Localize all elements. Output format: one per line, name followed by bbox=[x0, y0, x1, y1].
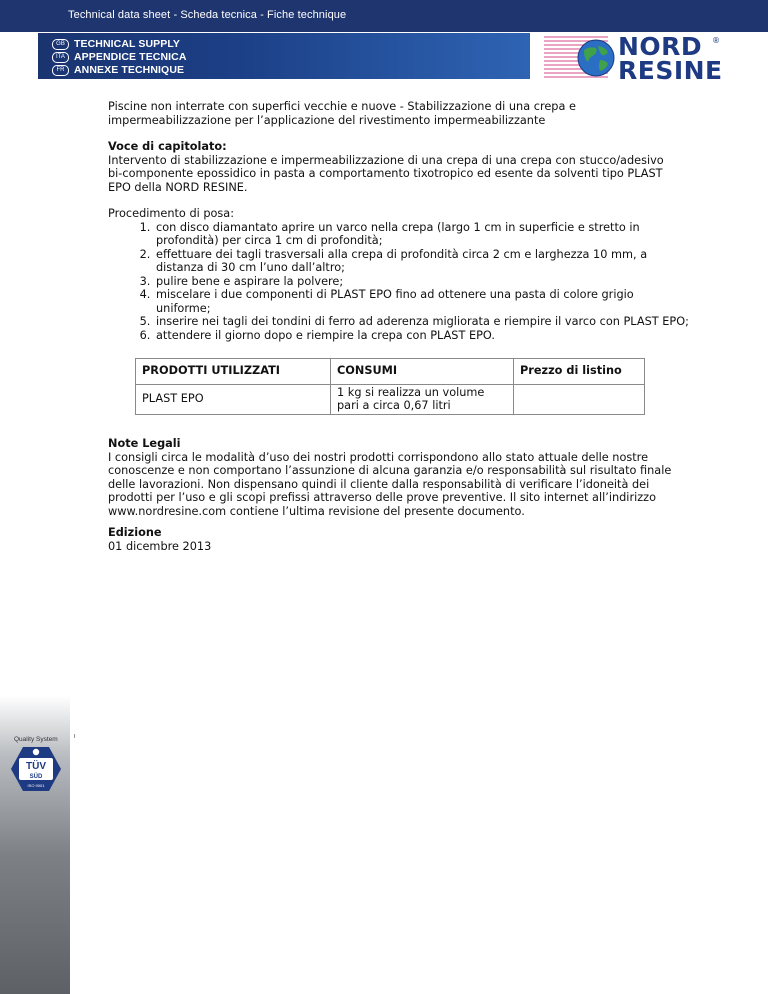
globe-icon bbox=[576, 38, 616, 78]
banner-label: APPENDICE TECNICA bbox=[74, 51, 187, 63]
banner-line-gb bbox=[52, 38, 180, 50]
consumption-line: pari a circa 0,67 litri bbox=[337, 398, 451, 412]
legal-notes bbox=[108, 437, 703, 518]
top-header-bar bbox=[0, 0, 768, 32]
voce-line: bi-componente epossidico in pasta a comportamento tixotropico ed esente da solventi tipo PLAST bbox=[108, 167, 663, 180]
voce-line: Intervento di stabilizzazione e impermeabilizzazione di una crepa di una crepa con stucco/adesivo bbox=[108, 153, 664, 167]
notes-line: conoscenze e non comportano l’assunzione di alcuna garanzia e/o responsabilità sul risultato finale bbox=[108, 464, 672, 477]
procedure-heading: Procedimento di posa: bbox=[108, 207, 235, 220]
badge-text-mid: SÜD bbox=[29, 774, 43, 780]
main-content bbox=[108, 100, 690, 342]
notes-line: prodotti per l’uso e gli scopi prefissi attraverso delle prove preventive. Il sito internet all’indirizzo bbox=[108, 491, 656, 504]
badge-text-top: TÜV bbox=[26, 761, 46, 772]
notes-line: www.nordresine.com contiene l’ultima revisione del presente documento. bbox=[108, 504, 525, 518]
logo-word-resine: RESINE bbox=[618, 56, 723, 85]
banner-label: ANNEXE TECHNIQUE bbox=[74, 64, 185, 76]
consumption-cell bbox=[331, 385, 514, 415]
voce-heading: Voce di capitolato: bbox=[108, 140, 227, 153]
sidebar-gradient bbox=[0, 0, 70, 994]
voce-line: EPO della NORD RESINE. bbox=[108, 180, 248, 194]
column-header-price: Prezzo di listino bbox=[514, 359, 645, 385]
language-code-badge: FR bbox=[52, 65, 69, 76]
notes-line: I consigli circa le modalità d’uso dei nostri prodotti corrispondono allo stato attuale delle nostre bbox=[108, 450, 649, 464]
banner-label: TECHNICAL SUPPLY bbox=[74, 38, 181, 50]
banner-line-fr bbox=[52, 64, 184, 76]
products-table bbox=[135, 358, 645, 415]
consumption-line: 1 kg si realizza un volume bbox=[337, 386, 485, 399]
procedure-step: 6. attendere il giorno dopo e riempire la crepa con PLAST EPO. bbox=[154, 329, 690, 343]
notes-line: delle lavorazioni. Non dispensano quindi il cliente dalla responsabilità di verificare l’idoneità dei bbox=[108, 477, 650, 491]
intro-line: Piscine non interrate con superfici vecchie e nuove - Stabilizzazione di una crepa e bbox=[108, 100, 576, 113]
language-code-badge: ITA bbox=[52, 52, 69, 63]
edition-date: 01 dicembre 2013 bbox=[108, 539, 212, 553]
quality-system-label: Quality System bbox=[14, 736, 58, 743]
language-banner bbox=[38, 33, 530, 79]
document-type-title: Technical data sheet - Scheda tecnica - Fiche technique bbox=[68, 9, 347, 21]
notes-heading: Note Legali bbox=[108, 437, 181, 450]
intro-paragraph bbox=[108, 100, 690, 127]
procedure-step: 4. miscelare i due componenti di PLAST EPO fino ad ottenere una pasta di colore grigio uniforme; bbox=[154, 288, 690, 315]
procedure-step: 2. effettuare dei tagli trasversali alla crepa di profondità circa 2 cm e larghezza 10 mm, a distanza di 30 cm l’uno dall’altro; bbox=[154, 248, 690, 275]
registered-mark: ® bbox=[712, 36, 720, 45]
edition-heading: Edizione bbox=[108, 526, 162, 539]
product-cell: PLAST EPO bbox=[136, 385, 331, 415]
nord-resine-logo bbox=[540, 32, 740, 85]
procedure-step: 3. pulire bene e aspirare la polvere; bbox=[154, 275, 690, 289]
edition-section bbox=[108, 526, 211, 553]
badge-text-bottom: ISO 9001 bbox=[27, 783, 45, 788]
procedure-steps-list bbox=[108, 221, 690, 343]
table-header-row bbox=[136, 359, 645, 385]
column-header-products: PRODOTTI UTILIZZATI bbox=[136, 359, 331, 385]
margin-tick bbox=[74, 734, 75, 738]
column-header-consumption: CONSUMI bbox=[331, 359, 514, 385]
language-code-badge: GB bbox=[52, 39, 69, 50]
banner-line-ita bbox=[52, 51, 187, 63]
tuv-certification-badge bbox=[9, 745, 63, 793]
table-row bbox=[136, 385, 645, 415]
logo-word-nord: NORD bbox=[618, 32, 703, 61]
voce-section bbox=[108, 140, 690, 194]
procedure-step: 5. inserire nei tagli dei tondini di ferro ad aderenza migliorata e riempire il varco con PLAST EPO; bbox=[154, 315, 690, 329]
price-cell bbox=[514, 385, 645, 415]
intro-line: impermeabilizzazione per l’applicazione del rivestimento impermeabilizzante bbox=[108, 113, 546, 127]
procedure-step: 1. con disco diamantato aprire un varco nella crepa (largo 1 cm in superficie e stretto in profondità) per circa 1 cm di profondità; bbox=[154, 221, 690, 248]
